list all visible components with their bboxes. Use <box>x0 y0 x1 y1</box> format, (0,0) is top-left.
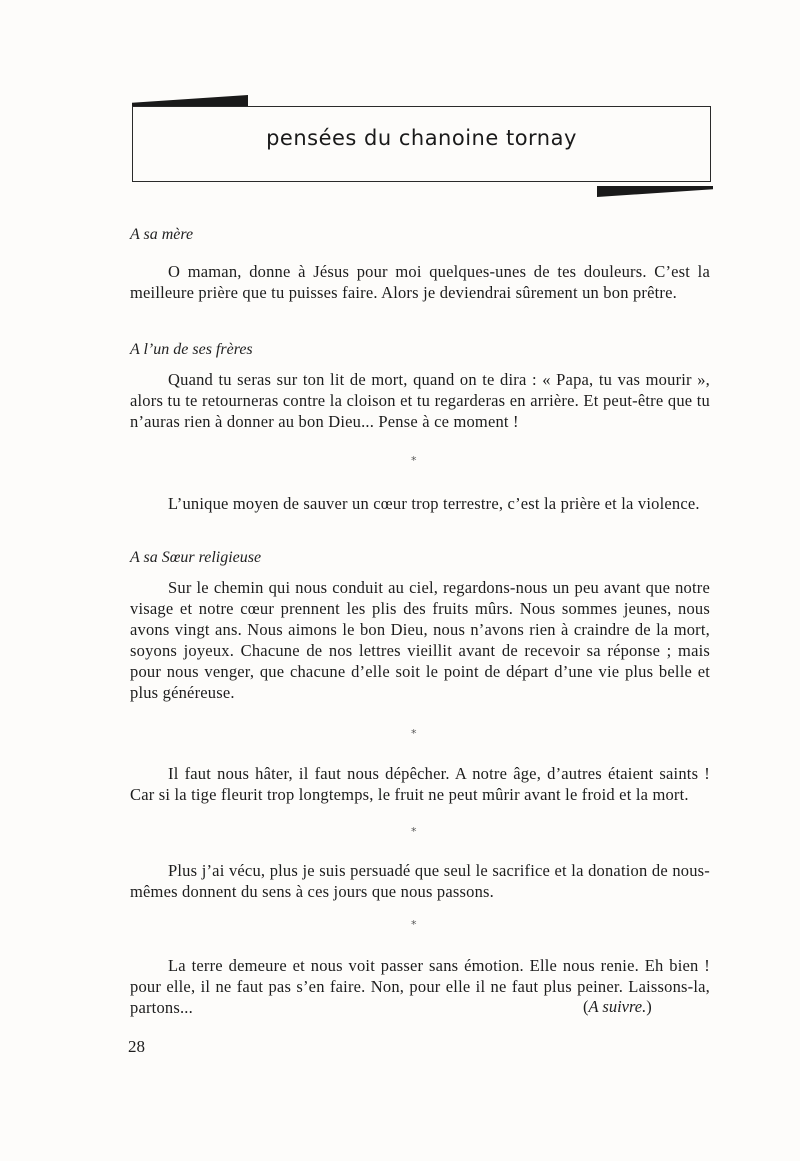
continuation-note <box>583 997 652 1017</box>
paragraph-terre: La terre demeure et nous voit passer sans émotion. Elle nous renie. Eh bien ! pour elle, il ne faut pas s’en faire. Non, pour elle il ne faut plus peiner. Laissons-la, partons... <box>130 956 710 1017</box>
continuation-open: ( <box>583 997 589 1016</box>
separator-star: * <box>411 454 417 467</box>
paragraph-frere: Quand tu seras sur ton lit de mort, quand on te dira : « Papa, tu vas mourir », alors tu te retourneras contre la cloison et tu regarderas en arrière. Et peut-être que tu n’auras rien à donner au bon Dieu... Pense à ce moment ! <box>130 370 710 431</box>
page-title: pensées du chanoine tornay <box>266 126 577 150</box>
continuation-close: ) <box>646 997 652 1016</box>
page-number: 28 <box>128 1037 145 1056</box>
continuation-label: A suivre. <box>588 997 647 1016</box>
paragraph-hater: Il faut nous hâter, il faut nous dépêcher. A notre âge, d’autres étaient saints ! Car si la tige fleurit trop longtemps, le fruit ne peut mûrir avant le froid et la mort. <box>130 764 710 804</box>
header-decor-bar-left <box>132 95 248 106</box>
separator-star: * <box>411 825 417 838</box>
paragraph-sacrifice: Plus j’ai vécu, plus je suis persuadé que seul le sacrifice et la donation de nous-mêmes donnent du sens à ces jours que nous passons. <box>130 861 710 901</box>
section-heading-frere: A l’un de ses frères <box>130 341 253 358</box>
header-decor-bar-right <box>597 186 713 197</box>
section-heading-soeur: A sa Sœur religieuse <box>130 549 262 566</box>
separator-star: * <box>411 918 417 931</box>
section-heading-mere: A sa mère <box>130 226 194 243</box>
paragraph-mere: O maman, donne à Jésus pour moi quelques-unes de tes douleurs. C’est la meilleure prière que tu puisses faire. Alors je deviendrai sûrement un bon prêtre. <box>130 262 710 302</box>
paragraph-coeur: L’unique moyen de sauver un cœur trop terrestre, c’est la prière et la violence. <box>168 494 700 513</box>
separator-star: * <box>411 727 417 740</box>
paragraph-soeur: Sur le chemin qui nous conduit au ciel, regardons-nous un peu avant que notre visage et notre cœur prennent les plis des fruits mûrs. Nous sommes jeunes, nous avons vingt ans. Nous aimons le bon Dieu, nous n’avons rien à craindre de la mort, soyons joyeux. Chacune de nos lettres vieillit avant de recevoir sa réponse ; mais pour nous venger, que chacune d’elle soit le point de départ d’une vie plus belle et plus généreuse. <box>130 578 710 702</box>
